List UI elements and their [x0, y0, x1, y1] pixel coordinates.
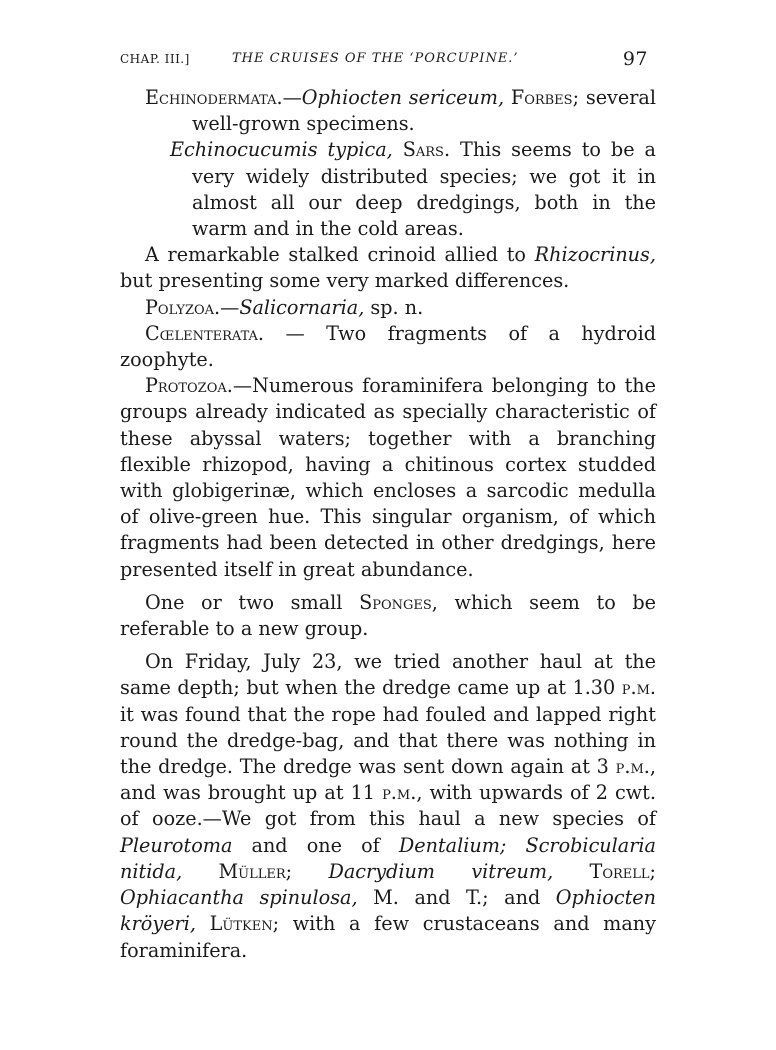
chapter-label: CHAP. III.] [120, 52, 190, 66]
species-name: Scrobicularia nitida, [120, 833, 656, 883]
running-header [120, 48, 656, 74]
page-body [120, 85, 656, 964]
text-run: ; [285, 859, 329, 883]
paragraph-echinodermata [120, 85, 656, 137]
paragraph-polyzoa [120, 295, 656, 321]
species-name: Ophiacantha spinulosa, [120, 886, 358, 910]
paragraph-text: This seems to be a very widely distributed species; we got it in almost all our deep dredgings, both in the warm and in the cold areas. [192, 138, 656, 241]
group-name: Polyzoa. [145, 295, 221, 319]
group-name: Cœlenterata. [145, 321, 265, 345]
paragraph-crinoid [120, 242, 656, 294]
paragraph-text: ; several well-grown specimens. [192, 86, 656, 136]
time-suffix: p.m. [382, 781, 417, 805]
authority-name: Müller [218, 859, 286, 883]
genus-name: Rhizocrinus, [534, 243, 656, 267]
paragraph-text: — Two fragments of a hydroid zoophyte. [120, 321, 656, 372]
species-name: Pleurotoma [120, 833, 233, 857]
species-name: Dacrydium vitreum, [328, 859, 554, 883]
species-name: Ophiocten kröyeri, [120, 886, 656, 936]
running-title: THE CRUISES OF THE ‘PORCUPINE.’ [232, 51, 519, 66]
text-run [182, 860, 218, 883]
dash: — [220, 295, 240, 319]
group-name: Echinodermata. [145, 86, 283, 109]
authority-name: Torell [589, 859, 650, 883]
text-run [196, 912, 210, 935]
paragraph-text: but presenting some very marked differences. [120, 269, 570, 293]
authority-name: Sars. [402, 138, 451, 162]
paragraph-text: which seem to be referable to a new group. [120, 590, 656, 641]
species-name: Dentalium; [398, 833, 507, 857]
species-name: Salicornaria, [239, 295, 365, 319]
paragraph-echinocucumis [120, 137, 656, 242]
text-run: ; with a few crustaceans and many foraminifera. [120, 912, 657, 962]
text-run: M. and T.; and [357, 886, 556, 910]
paragraph-text: A remarkable stalked crinoid allied to [145, 243, 535, 267]
group-name: Sponges, [359, 590, 438, 614]
group-name: Protozoa. [145, 374, 233, 398]
time-suffix: p.m. [621, 676, 656, 700]
text-run: and one of [232, 833, 399, 857]
time-suffix: p.m. [615, 755, 650, 779]
paragraph-protozoa [120, 373, 656, 583]
text-run: , and was brought up at 11 [120, 755, 656, 805]
species-name: Ophiocten sericeum, [301, 86, 505, 109]
species-name: Echinocucumis typica, [170, 138, 393, 162]
text-run [553, 860, 589, 883]
paragraph-text: —Numerous foraminifera belonging to the groups already indicated as specially characteristic of these abyssal waters; together with a branching flexible rhizopod, having a chitinous cortex studded with globigerinæ, which encloses a sarcodic medulla of olive-green hue. This singular organism, of which fragments had been detected in other dredgings, here presented itself in great abundance. [120, 374, 656, 581]
page-number: 97 [622, 48, 648, 70]
paragraph-friday-haul [120, 649, 656, 963]
text-run: On Friday, July 23, we tried another haul at the same depth; but when the dredge came up at 1.30 [120, 650, 656, 700]
text-run [506, 834, 525, 857]
paragraph-text: One or two small [145, 590, 360, 614]
paragraph-text: sp. n. [364, 295, 424, 319]
authority-name: Lütken [209, 912, 273, 936]
authority-name: Forbes [510, 86, 573, 109]
text-run: , with upwards of 2 cwt. of ooze.—We got from this haul a new species of [120, 781, 656, 831]
dash: — [282, 86, 302, 109]
paragraph-sponges [120, 590, 656, 642]
paragraph-coelenterata [120, 321, 656, 373]
text-run: it was found that the rope had fouled and lapped right round the dredge-bag, and that there was nothing in the dredge. The dredge was sent down again at 3 [120, 702, 656, 779]
text-run: ; [649, 859, 656, 883]
